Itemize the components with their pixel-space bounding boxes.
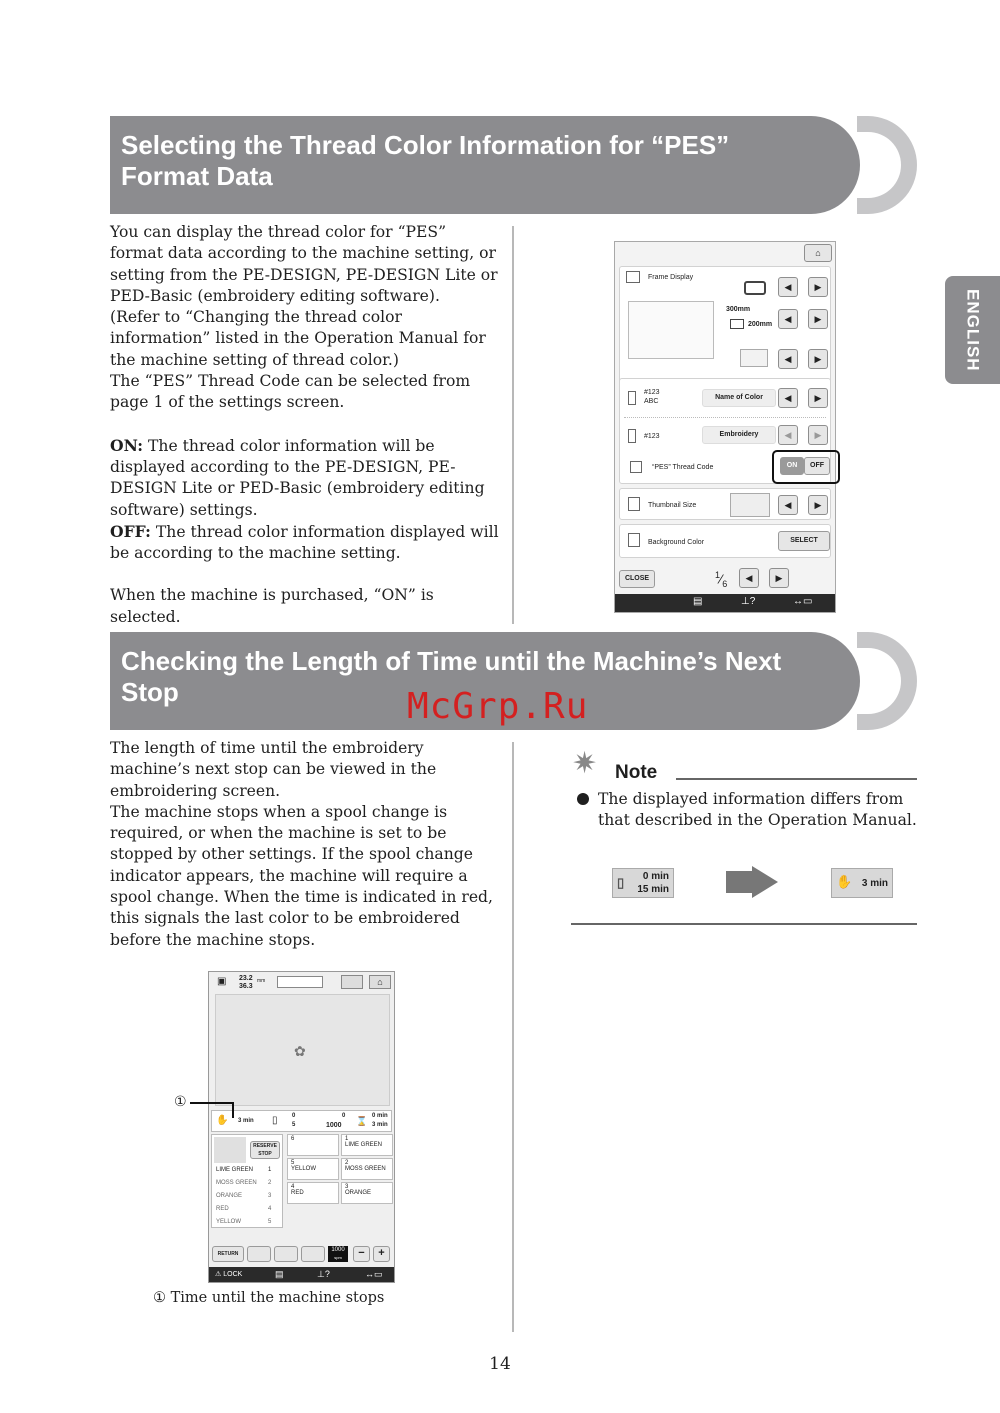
section-title-line2: Format Data: [121, 161, 273, 191]
page-total: 6: [722, 578, 728, 589]
time-top: 0 min: [372, 1113, 388, 1119]
brand-prev-button[interactable]: ◀: [778, 425, 798, 445]
page-number: 14: [489, 1354, 511, 1374]
arrow-right-icon: [726, 871, 754, 893]
color-row: ORANGE 3: [216, 1193, 272, 1199]
hand-stop-icon: ✋: [216, 1115, 229, 1126]
frame-size-icon: [730, 319, 744, 329]
background-color-panel: [619, 524, 831, 558]
column-divider: [512, 226, 514, 624]
off-label: OFF:: [110, 521, 151, 541]
frame-icon: [277, 976, 323, 988]
dim-width: 23.2: [239, 975, 253, 982]
bottom-toolbar: [209, 1267, 394, 1282]
frame-shape-icon: [744, 281, 766, 295]
dim-height: 36.3: [239, 983, 253, 990]
note-bottom-rule: [571, 923, 917, 925]
spool-cell[interactable]: 1 LIME GREEN: [341, 1134, 393, 1156]
tension-button[interactable]: [301, 1246, 325, 1262]
thread-code-1: #123: [644, 389, 660, 396]
language-tab: ENGLISH: [945, 276, 1000, 384]
after-value: 3 min: [861, 878, 888, 889]
note-text: The displayed information differs from that described in the Operation Manual.: [598, 790, 917, 830]
section-title-line1: Selecting the Thread Color Information for “PES”: [121, 130, 730, 160]
before-top-value: 0 min: [642, 871, 669, 882]
stitch-count-top: 0: [292, 1113, 296, 1119]
thumbnail-panel: [619, 488, 831, 520]
thread-code-1-sub: ABC: [644, 398, 659, 405]
grid-preview: [740, 349, 768, 367]
thread-code-2: #123: [644, 433, 660, 440]
watermark: McGrp.Ru: [407, 686, 589, 727]
bottom-toolbar: [615, 594, 835, 612]
background-color-icon: [628, 533, 640, 547]
pes-off-button[interactable]: OFF: [804, 457, 830, 475]
total-count-bottom: 1000: [326, 1122, 342, 1129]
name-of-color-display: Name of Color: [702, 389, 776, 407]
design-preview: ✿: [294, 1043, 306, 1059]
page-indicator: $^1⁄_6$: [715, 570, 728, 589]
speed-unit: spm: [334, 1255, 342, 1260]
embroidery-preview: [215, 994, 390, 1106]
size-next-button[interactable]: ▶: [808, 309, 828, 329]
off-text: The thread color information displayed will be according to the machine setting.: [110, 522, 499, 563]
page-prev-button[interactable]: ◀: [739, 568, 759, 588]
section1-body: [110, 222, 500, 628]
speed-plus-button[interactable]: +: [373, 1246, 390, 1262]
frame-display-panel: [619, 266, 831, 386]
note-rule: [676, 778, 917, 780]
page-next-button[interactable]: ▶: [769, 568, 789, 588]
section2-title-line1: Checking the Length of Time until the Machine’s Next: [121, 646, 782, 676]
select-button[interactable]: SELECT: [778, 531, 830, 551]
home-icon[interactable]: ⌂: [804, 244, 832, 262]
size-icon: ▣: [217, 976, 227, 987]
grid-prev-button[interactable]: ◀: [778, 349, 798, 369]
speed-minus-button[interactable]: −: [353, 1246, 370, 1262]
note-title: Note: [615, 762, 658, 783]
grid-next-button[interactable]: ▶: [808, 349, 828, 369]
spool-cell[interactable]: 4 RED: [287, 1182, 339, 1204]
banner-arc-decoration: [857, 116, 917, 214]
pes-on-button[interactable]: ON: [780, 457, 804, 475]
trace-button[interactable]: [247, 1246, 271, 1262]
home-icon[interactable]: ⌂: [369, 975, 391, 989]
spool-icon: ▯: [272, 1115, 278, 1126]
frame-prev-button[interactable]: ◀: [778, 277, 798, 297]
spool-cell[interactable]: 3 ORANGE: [341, 1182, 393, 1204]
document-icon[interactable]: ▤: [275, 1269, 284, 1279]
color-row: MOSS GREEN 2: [216, 1180, 272, 1186]
bullet: [577, 793, 589, 805]
section2-para1: The length of time until the embroidery machine’s next stop can be viewed in the embroidering screen.: [110, 739, 437, 800]
column-divider: [512, 742, 514, 1332]
on-description: [110, 435, 500, 521]
display-before: [612, 868, 674, 898]
section2-body: [110, 738, 500, 951]
thumbnail-size-label: Thumbnail Size: [648, 502, 697, 509]
total-count-top: 0: [342, 1113, 346, 1119]
color-name-next-button[interactable]: ▶: [808, 388, 828, 408]
embroidery-brand-display: Embroidery: [702, 426, 776, 444]
color-row: YELLOW 5: [216, 1219, 272, 1225]
frame-next-button[interactable]: ▶: [808, 277, 828, 297]
section2-para2: The machine stops when a spool change is required, or when the machine is set to be stopped by other settings. If the spool change indicator appears, the machine will require a spool change. When the time is indicated in red, this signals the last color to be embroidered before the machine stops.: [110, 802, 493, 949]
camera-button[interactable]: [341, 975, 363, 989]
brand-next-button[interactable]: ▶: [808, 425, 828, 445]
lock-button[interactable]: ⚠ LOCK: [215, 1271, 243, 1278]
spool-icon: [628, 429, 636, 443]
arrow-head: [752, 866, 778, 898]
stitch-count-bottom: 5: [292, 1122, 296, 1128]
background-color-label: Background Color: [648, 539, 705, 546]
frame-width-value: 300mm: [726, 306, 751, 313]
header-bar: [209, 972, 394, 994]
speed-display: [328, 1246, 348, 1262]
size-prev-button[interactable]: ◀: [778, 309, 798, 329]
frame-display-label: Frame Display: [648, 274, 694, 281]
section1-para3: The “PES” Thread Code can be selected from page 1 of the settings screen.: [110, 372, 471, 412]
on-label: ON:: [110, 435, 144, 455]
speed-value: 1000: [331, 1247, 345, 1253]
spool-cell[interactable]: 6: [287, 1134, 339, 1156]
hourglass-icon: ⌛: [356, 1116, 368, 1126]
frame-display-icon: [626, 271, 640, 283]
frame-move-icon[interactable]: ↔▭: [365, 1269, 383, 1279]
help-icon[interactable]: ⊥?: [741, 596, 756, 607]
display-after: [831, 868, 893, 898]
frame-preview: [628, 301, 714, 359]
thumbnail-prev-button[interactable]: ◀: [778, 495, 798, 515]
time-bottom: 3 min: [372, 1122, 388, 1128]
section1-para2: (Refer to “Changing the thread color information” listed in the Operation Manual for the machine setting of thread color.): [110, 308, 486, 369]
document-icon[interactable]: ▤: [693, 596, 703, 607]
callout-number: ①: [174, 1094, 187, 1110]
section1-para1: You can display the thread color for “PES” format data according to the machine setting, or setting from the PE-DESIGN, PE-DESIGN Lite or PED-Basic (embroidery editing software).: [110, 223, 498, 305]
pes-thread-code-label: “PES” Thread Code: [652, 464, 714, 471]
purchase-default: When the machine is purchased, “ON” is selected.: [110, 586, 434, 626]
frame-height-value: 200mm: [748, 321, 773, 328]
off-description: [110, 521, 500, 565]
needle-button[interactable]: [274, 1246, 298, 1262]
pes-file-icon: [630, 461, 642, 473]
spool-cell[interactable]: 5 YELLOW: [287, 1158, 339, 1180]
page-current: 1: [715, 570, 721, 580]
settings-screen: [614, 241, 836, 613]
callout-line: [190, 1102, 234, 1118]
status-bar: [211, 1110, 392, 1132]
spool-icon: [628, 391, 636, 405]
reserve-stop-button[interactable]: RESERVE STOP: [250, 1141, 280, 1159]
spool-cell[interactable]: 2 MOSS GREEN: [341, 1158, 393, 1180]
thumbnail-next-button[interactable]: ▶: [808, 495, 828, 515]
thumbnail-icon: [628, 497, 640, 511]
thread-info-panel: [619, 378, 831, 484]
on-text: The thread color information will be displayed according to the PE-DESIGN, PE-DESIGN Lite or PED-Basic (embroidery editing software) settings.: [110, 436, 485, 519]
time-until-stop: 3 min: [238, 1118, 254, 1124]
dim-unit: mm: [257, 978, 266, 984]
figure-caption: ① Time until the machine stops: [153, 1290, 385, 1306]
section2-title-line2: Stop: [121, 677, 179, 707]
embroidering-screen: [208, 971, 395, 1283]
color-name-prev-button[interactable]: ◀: [778, 388, 798, 408]
note-icon: ✷: [572, 746, 598, 781]
frame-move-icon[interactable]: ↔▭: [793, 596, 813, 607]
color-row: LIME GREEN 1: [216, 1167, 272, 1173]
close-button[interactable]: CLOSE: [619, 570, 655, 588]
color-row: RED 4: [216, 1206, 272, 1212]
hand-stop-icon: ✋: [836, 874, 853, 889]
banner-arc-decoration: [857, 632, 917, 730]
color-list: [211, 1134, 283, 1228]
thread-preview: [214, 1137, 246, 1163]
before-bottom-value: 15 min: [637, 884, 669, 895]
thumbnail-preview: [730, 493, 770, 517]
section-title-banner-thread-color: [110, 116, 860, 214]
return-button[interactable]: RETURN: [212, 1246, 244, 1262]
help-icon[interactable]: ⊥?: [317, 1269, 330, 1279]
spool-change-icon: ▯: [617, 875, 625, 890]
